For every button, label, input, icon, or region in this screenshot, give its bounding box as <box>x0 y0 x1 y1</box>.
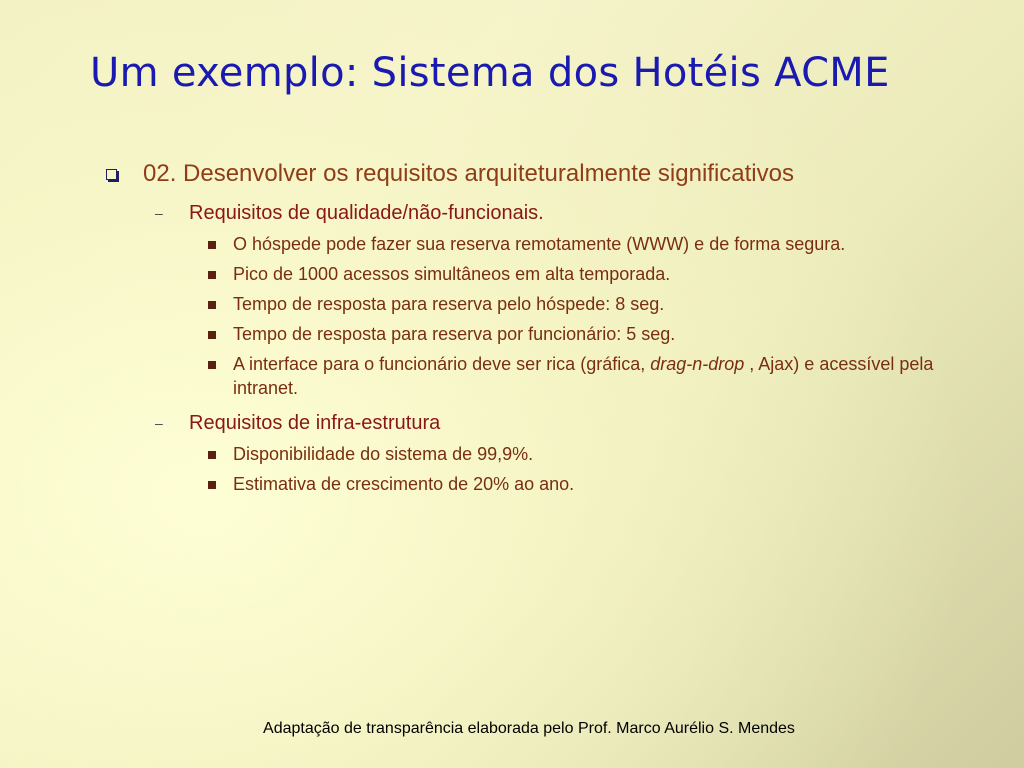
section-heading-text: Requisitos de infra-estrutura <box>189 412 441 434</box>
slide-content <box>100 156 980 496</box>
list-item <box>100 292 980 316</box>
square-bullet-icon <box>208 241 216 249</box>
list-item-text: Estimativa de crescimento de 20% ao ano. <box>233 474 575 494</box>
square-bullet-icon <box>208 481 216 489</box>
section-heading-quality <box>100 200 980 226</box>
list-item <box>100 322 980 346</box>
list-item-text-start: A interface para o funcionário deve ser rica (gráfica, <box>233 354 651 374</box>
footer-credit: Adaptação de transparência elaborada pelo Prof. Marco Aurélio S. Mendes <box>263 720 795 737</box>
square-bullet-icon <box>208 301 216 309</box>
square-bullet-icon <box>208 361 216 369</box>
list-item <box>100 352 980 400</box>
dash-bullet-icon: – <box>155 205 163 221</box>
slide-footer <box>0 720 1024 738</box>
slide-title: Um exemplo: Sistema dos Hotéis ACME <box>90 50 890 96</box>
main-bullet <box>100 156 980 192</box>
list-item <box>100 442 980 466</box>
list-item-emphasis: drag-n-drop <box>650 354 745 374</box>
square-bullet-icon <box>208 451 216 459</box>
list-item-text: Disponibilidade do sistema de 99,9%. <box>233 444 534 464</box>
list-item <box>100 472 980 496</box>
main-bullet-text: 02. Desenvolver os requisitos arquiteturalmente significativos <box>143 160 794 187</box>
square-bullet-icon <box>208 331 216 339</box>
section-heading-infrastructure <box>100 410 980 436</box>
section-heading-text: Requisitos de qualidade/não-funcionais. <box>189 202 544 224</box>
square-outline-bullet-icon <box>106 169 117 180</box>
list-item-text: O hóspede pode fazer sua reserva remotamente (WWW) e de forma segura. <box>233 234 846 254</box>
list-item-text: Tempo de resposta para reserva pelo hóspede: 8 seg. <box>233 294 665 314</box>
list-item <box>100 262 980 286</box>
list-item-text: Pico de 1000 acessos simultâneos em alta temporada. <box>233 264 671 284</box>
list-item-text-end: , Ajax) e acessível pela intranet. <box>233 354 934 398</box>
dash-bullet-icon: – <box>155 415 163 431</box>
list-item <box>100 232 980 256</box>
list-item-text: Tempo de resposta para reserva por funcionário: 5 seg. <box>233 324 676 344</box>
square-bullet-icon <box>208 271 216 279</box>
